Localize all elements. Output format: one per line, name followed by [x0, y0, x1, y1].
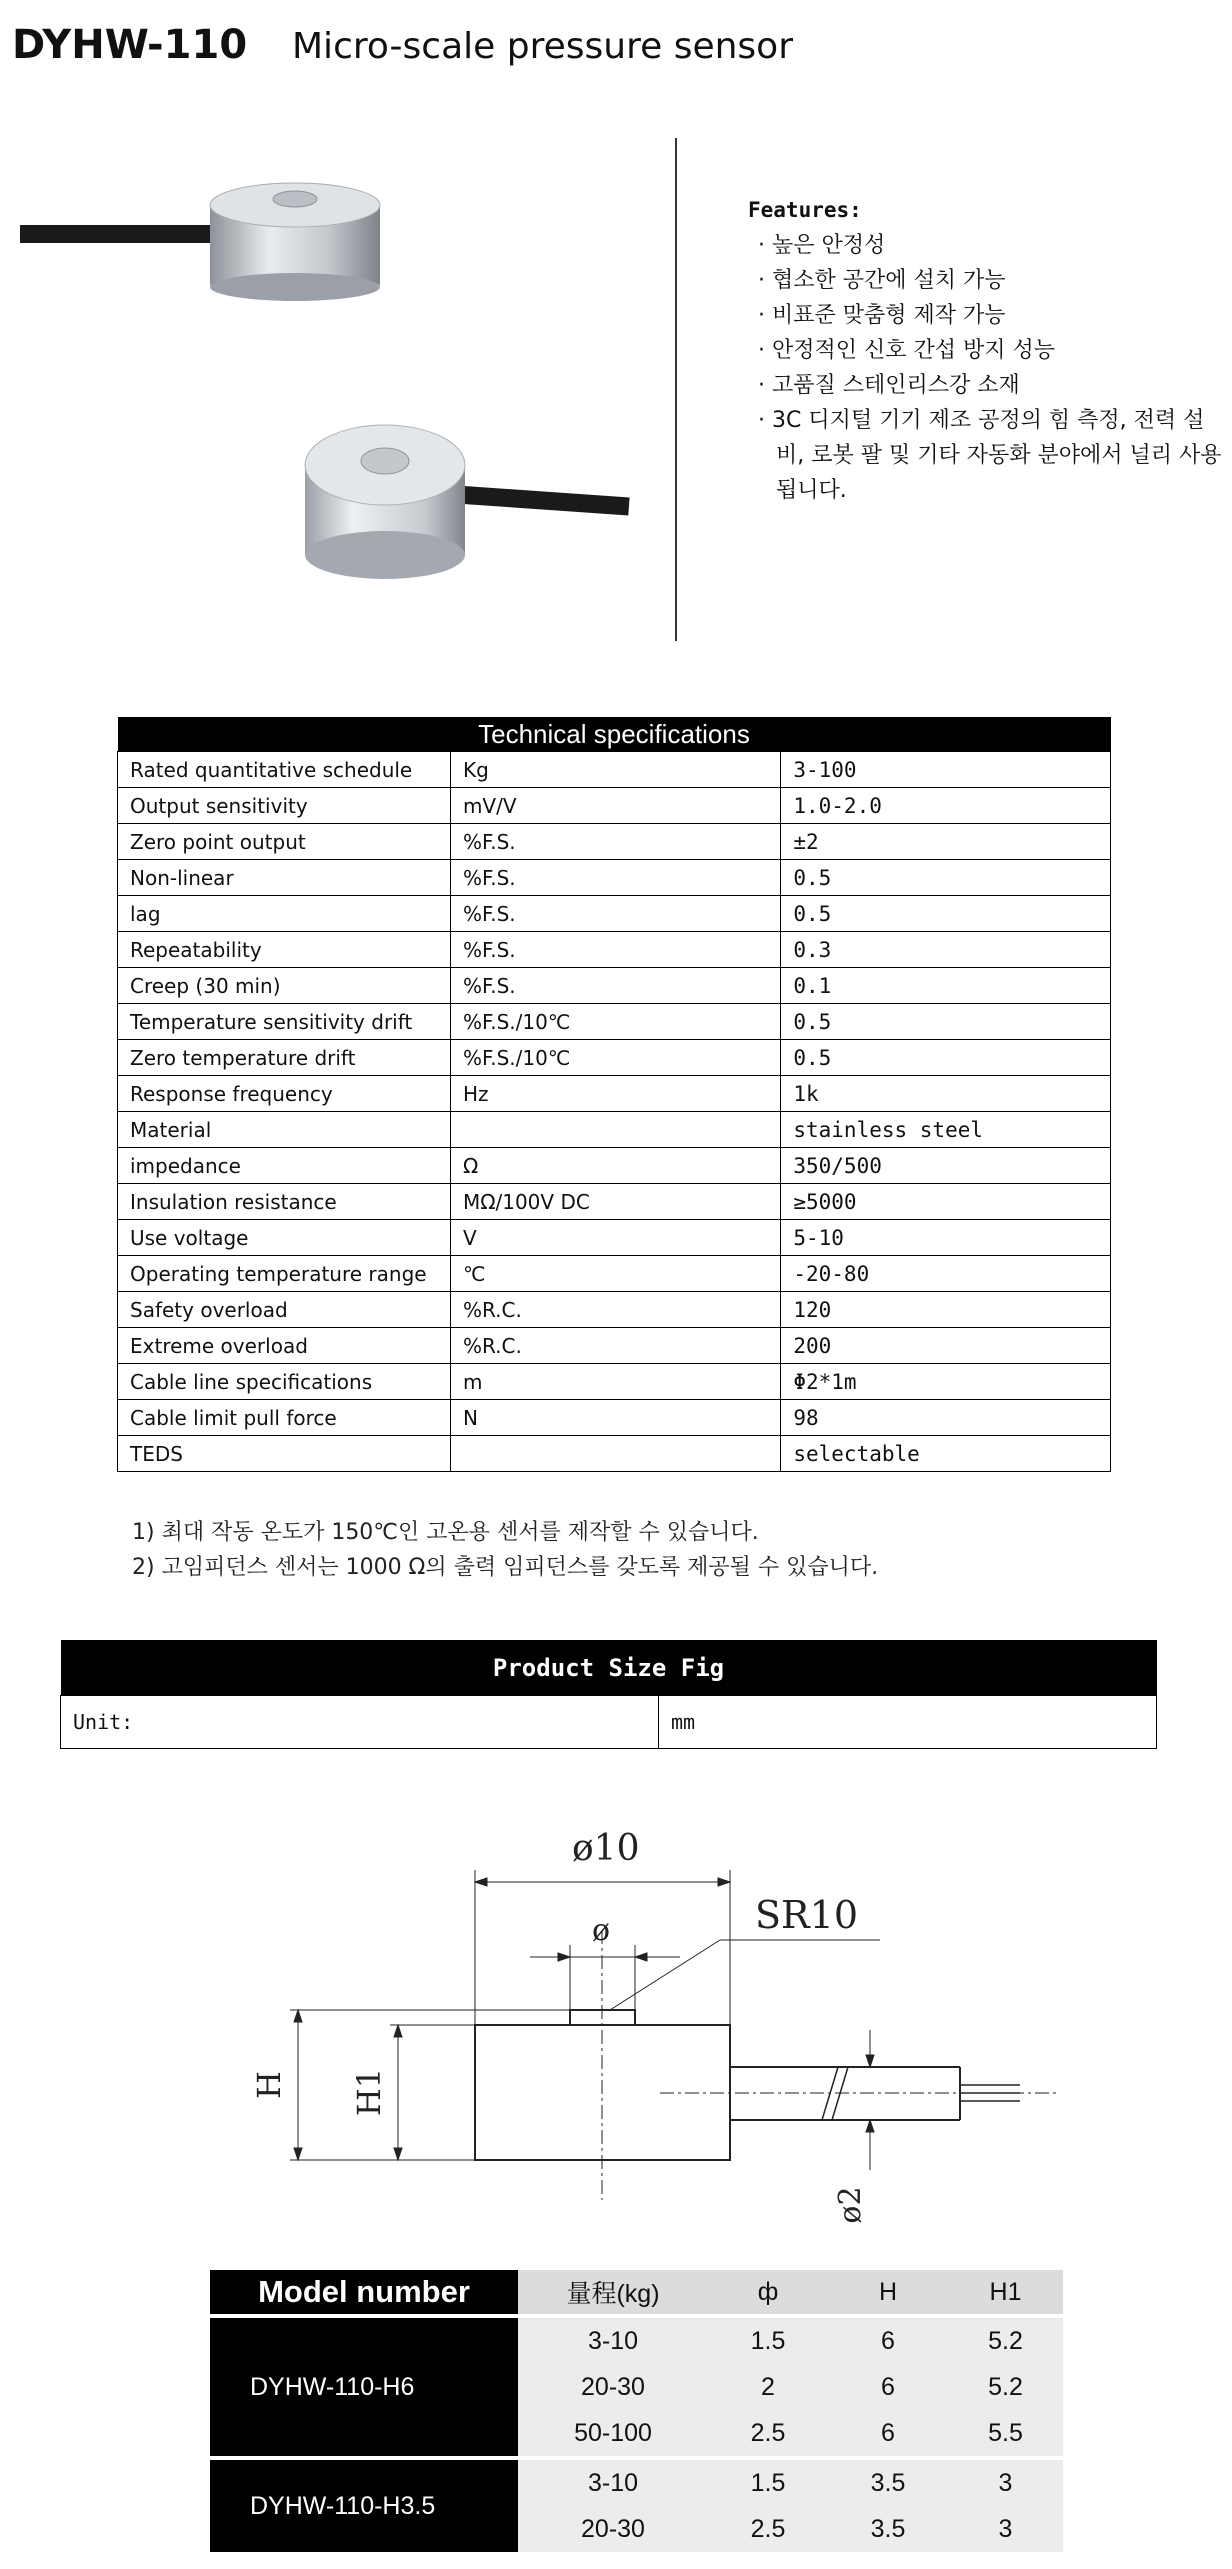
spec-value: 0.5: [781, 896, 1111, 932]
spec-name: Response frequency: [118, 1076, 451, 1112]
dim-h1: H1: [350, 2067, 388, 2117]
spec-value: 5-10: [781, 1220, 1111, 1256]
size-table: [60, 1640, 1157, 1749]
feature-item: · 높은 안정성: [758, 233, 886, 258]
feature-item: · 안정적인 신호 간섭 방지 성능: [758, 338, 1055, 363]
spec-row: [118, 1004, 1111, 1040]
model-cell: 2: [708, 2364, 828, 2410]
spec-value: 0.3: [781, 932, 1111, 968]
model-cell: 5.2: [948, 2318, 1063, 2364]
model-cell: 20-30: [518, 2364, 708, 2410]
spec-row: [118, 1328, 1111, 1364]
model-cell: 5.2: [948, 2364, 1063, 2410]
spec-name: Safety overload: [118, 1292, 451, 1328]
spec-value: selectable: [781, 1436, 1111, 1472]
dim-outer-diameter: ø10: [572, 1828, 640, 1869]
model-cell: 3: [948, 2506, 1063, 2552]
spec-unit: %F.S.: [450, 860, 780, 896]
feature-item: · 3C 디지털 기기 제조 공정의 힘 측정, 전력 설비, 로봇 팔 및 기타 자동화 분야에서 널리 사용됩니다.: [758, 408, 1222, 503]
spec-unit: [450, 1436, 780, 1472]
notes: [132, 1515, 878, 1585]
spec-row: [118, 1364, 1111, 1400]
header-range: 量程(kg): [518, 2270, 708, 2314]
page-subtitle: Micro-scale pressure sensor: [292, 26, 793, 67]
spec-row: [118, 1220, 1111, 1256]
divider: [675, 138, 677, 641]
size-table-title: Product Size Fig: [61, 1640, 1157, 1696]
spec-unit: %R.C.: [450, 1292, 780, 1328]
model-row: [210, 2460, 1063, 2506]
spec-row: [118, 1436, 1111, 1472]
feature-item: · 협소한 공간에 설치 가능: [758, 268, 1006, 293]
spec-name: impedance: [118, 1148, 451, 1184]
spec-value: 0.5: [781, 1004, 1111, 1040]
spec-value: stainless steel: [781, 1112, 1111, 1148]
model-cell: 3.5: [828, 2460, 948, 2506]
spec-unit: m: [450, 1364, 780, 1400]
model-cell: 3: [948, 2460, 1063, 2506]
spec-row: [118, 896, 1111, 932]
dim-inner-diameter: ø: [592, 1913, 611, 1948]
spec-value: 350/500: [781, 1148, 1111, 1184]
page-title: DYHW-110: [12, 22, 248, 68]
dim-h: H: [250, 2071, 288, 2099]
dimension-drawing: [230, 1810, 1070, 2230]
spec-unit: Ω: [450, 1148, 780, 1184]
spec-name: Cable limit pull force: [118, 1400, 451, 1436]
model-cell: 20-30: [518, 2506, 708, 2552]
spec-unit: mV/V: [450, 788, 780, 824]
spec-row: [118, 1076, 1111, 1112]
model-name: DYHW-110-H3.5: [210, 2460, 518, 2552]
spec-name: Rated quantitative schedule: [118, 752, 451, 788]
spec-unit: Kg: [450, 752, 780, 788]
spec-value: 98: [781, 1400, 1111, 1436]
spec-unit: %F.S./10℃: [450, 1004, 780, 1040]
spec-name: Non-linear: [118, 860, 451, 896]
spec-unit: %R.C.: [450, 1328, 780, 1364]
model-cell: 2.5: [708, 2506, 828, 2552]
spec-unit: %F.S.: [450, 932, 780, 968]
dim-sphere-radius: SR10: [755, 1893, 858, 1937]
model-cell: 6: [828, 2364, 948, 2410]
spec-value: ±2: [781, 824, 1111, 860]
unit-value: mm: [659, 1696, 1157, 1749]
spec-row: [118, 1040, 1111, 1076]
spec-name: Temperature sensitivity drift: [118, 1004, 451, 1040]
feature-item: · 고품질 스테인리스강 소재: [758, 373, 1020, 398]
spec-unit: MΩ/100V DC: [450, 1184, 780, 1220]
spec-value: 3-100: [781, 752, 1111, 788]
model-table: [210, 2270, 1063, 2552]
spec-name: lag: [118, 896, 451, 932]
model-row: [210, 2318, 1063, 2364]
spec-row: [118, 788, 1111, 824]
model-cell: 1.5: [708, 2318, 828, 2364]
spec-value: Φ2*1m: [781, 1364, 1111, 1400]
spec-row: [118, 860, 1111, 896]
spec-name: Use voltage: [118, 1220, 451, 1256]
spec-unit: %F.S.: [450, 896, 780, 932]
spec-value: -20-80: [781, 1256, 1111, 1292]
spec-table-title: Technical specifications: [118, 717, 1111, 752]
model-cell: 1.5: [708, 2460, 828, 2506]
spec-name: Material: [118, 1112, 451, 1148]
spec-row: [118, 1292, 1111, 1328]
spec-unit: [450, 1112, 780, 1148]
spec-unit: Hz: [450, 1076, 780, 1112]
model-cell: 6: [828, 2318, 948, 2364]
spec-name: Repeatability: [118, 932, 451, 968]
spec-unit: V: [450, 1220, 780, 1256]
note-item: 2) 고임피던스 센서는 1000 Ω의 출력 임피던스를 갖도록 제공될 수 있습니다.: [132, 1555, 879, 1580]
spec-value: 200: [781, 1328, 1111, 1364]
spec-row: [118, 752, 1111, 788]
spec-row: [118, 1148, 1111, 1184]
spec-value: 0.1: [781, 968, 1111, 1004]
spec-value: 0.5: [781, 860, 1111, 896]
spec-row: [118, 968, 1111, 1004]
spec-table: [117, 717, 1111, 1472]
spec-row: [118, 1184, 1111, 1220]
spec-name: Cable line specifications: [118, 1364, 451, 1400]
features-title: Features:: [748, 198, 862, 222]
model-cell: 3-10: [518, 2318, 708, 2364]
sensor-photo-bottom: [290, 405, 640, 595]
spec-unit: %F.S.: [450, 968, 780, 1004]
model-cell: 5.5: [948, 2410, 1063, 2456]
spec-value: 0.5: [781, 1040, 1111, 1076]
spec-row: [118, 1256, 1111, 1292]
model-cell: 3.5: [828, 2506, 948, 2552]
spec-value: ≥5000: [781, 1184, 1111, 1220]
spec-row: [118, 1112, 1111, 1148]
model-cell: 3-10: [518, 2460, 708, 2506]
header-phi: ф: [708, 2270, 828, 2314]
feature-item: · 비표준 맞춤형 제작 가능: [758, 303, 1006, 328]
spec-value: 1.0-2.0: [781, 788, 1111, 824]
model-cell: 50-100: [518, 2410, 708, 2456]
model-cell: 6: [828, 2410, 948, 2456]
spec-value: 120: [781, 1292, 1111, 1328]
spec-name: Zero temperature drift: [118, 1040, 451, 1076]
spec-name: Operating temperature range: [118, 1256, 451, 1292]
spec-unit: %F.S./10℃: [450, 1040, 780, 1076]
spec-value: 1k: [781, 1076, 1111, 1112]
spec-name: Output sensitivity: [118, 788, 451, 824]
spec-unit: N: [450, 1400, 780, 1436]
spec-name: Zero point output: [118, 824, 451, 860]
dim-cable-diameter: ø2: [833, 2186, 868, 2224]
model-cell: 2.5: [708, 2410, 828, 2456]
spec-row: [118, 1400, 1111, 1436]
unit-label: Unit:: [61, 1696, 659, 1749]
header-h1: H1: [948, 2270, 1063, 2314]
note-item: 1) 최대 작동 온도가 150℃인 고온용 센서를 제작할 수 있습니다.: [132, 1520, 759, 1545]
sensor-photo-top: [20, 175, 420, 315]
spec-unit: %F.S.: [450, 824, 780, 860]
spec-name: Insulation resistance: [118, 1184, 451, 1220]
spec-name: Creep (30 min): [118, 968, 451, 1004]
spec-name: Extreme overload: [118, 1328, 451, 1364]
features-list: [748, 193, 1228, 508]
spec-row: [118, 932, 1111, 968]
spec-unit: ℃: [450, 1256, 780, 1292]
spec-name: TEDS: [118, 1436, 451, 1472]
header-model-number: Model number: [210, 2270, 518, 2314]
spec-row: [118, 824, 1111, 860]
header-h: H: [828, 2270, 948, 2314]
model-name: DYHW-110-H6: [210, 2318, 518, 2456]
